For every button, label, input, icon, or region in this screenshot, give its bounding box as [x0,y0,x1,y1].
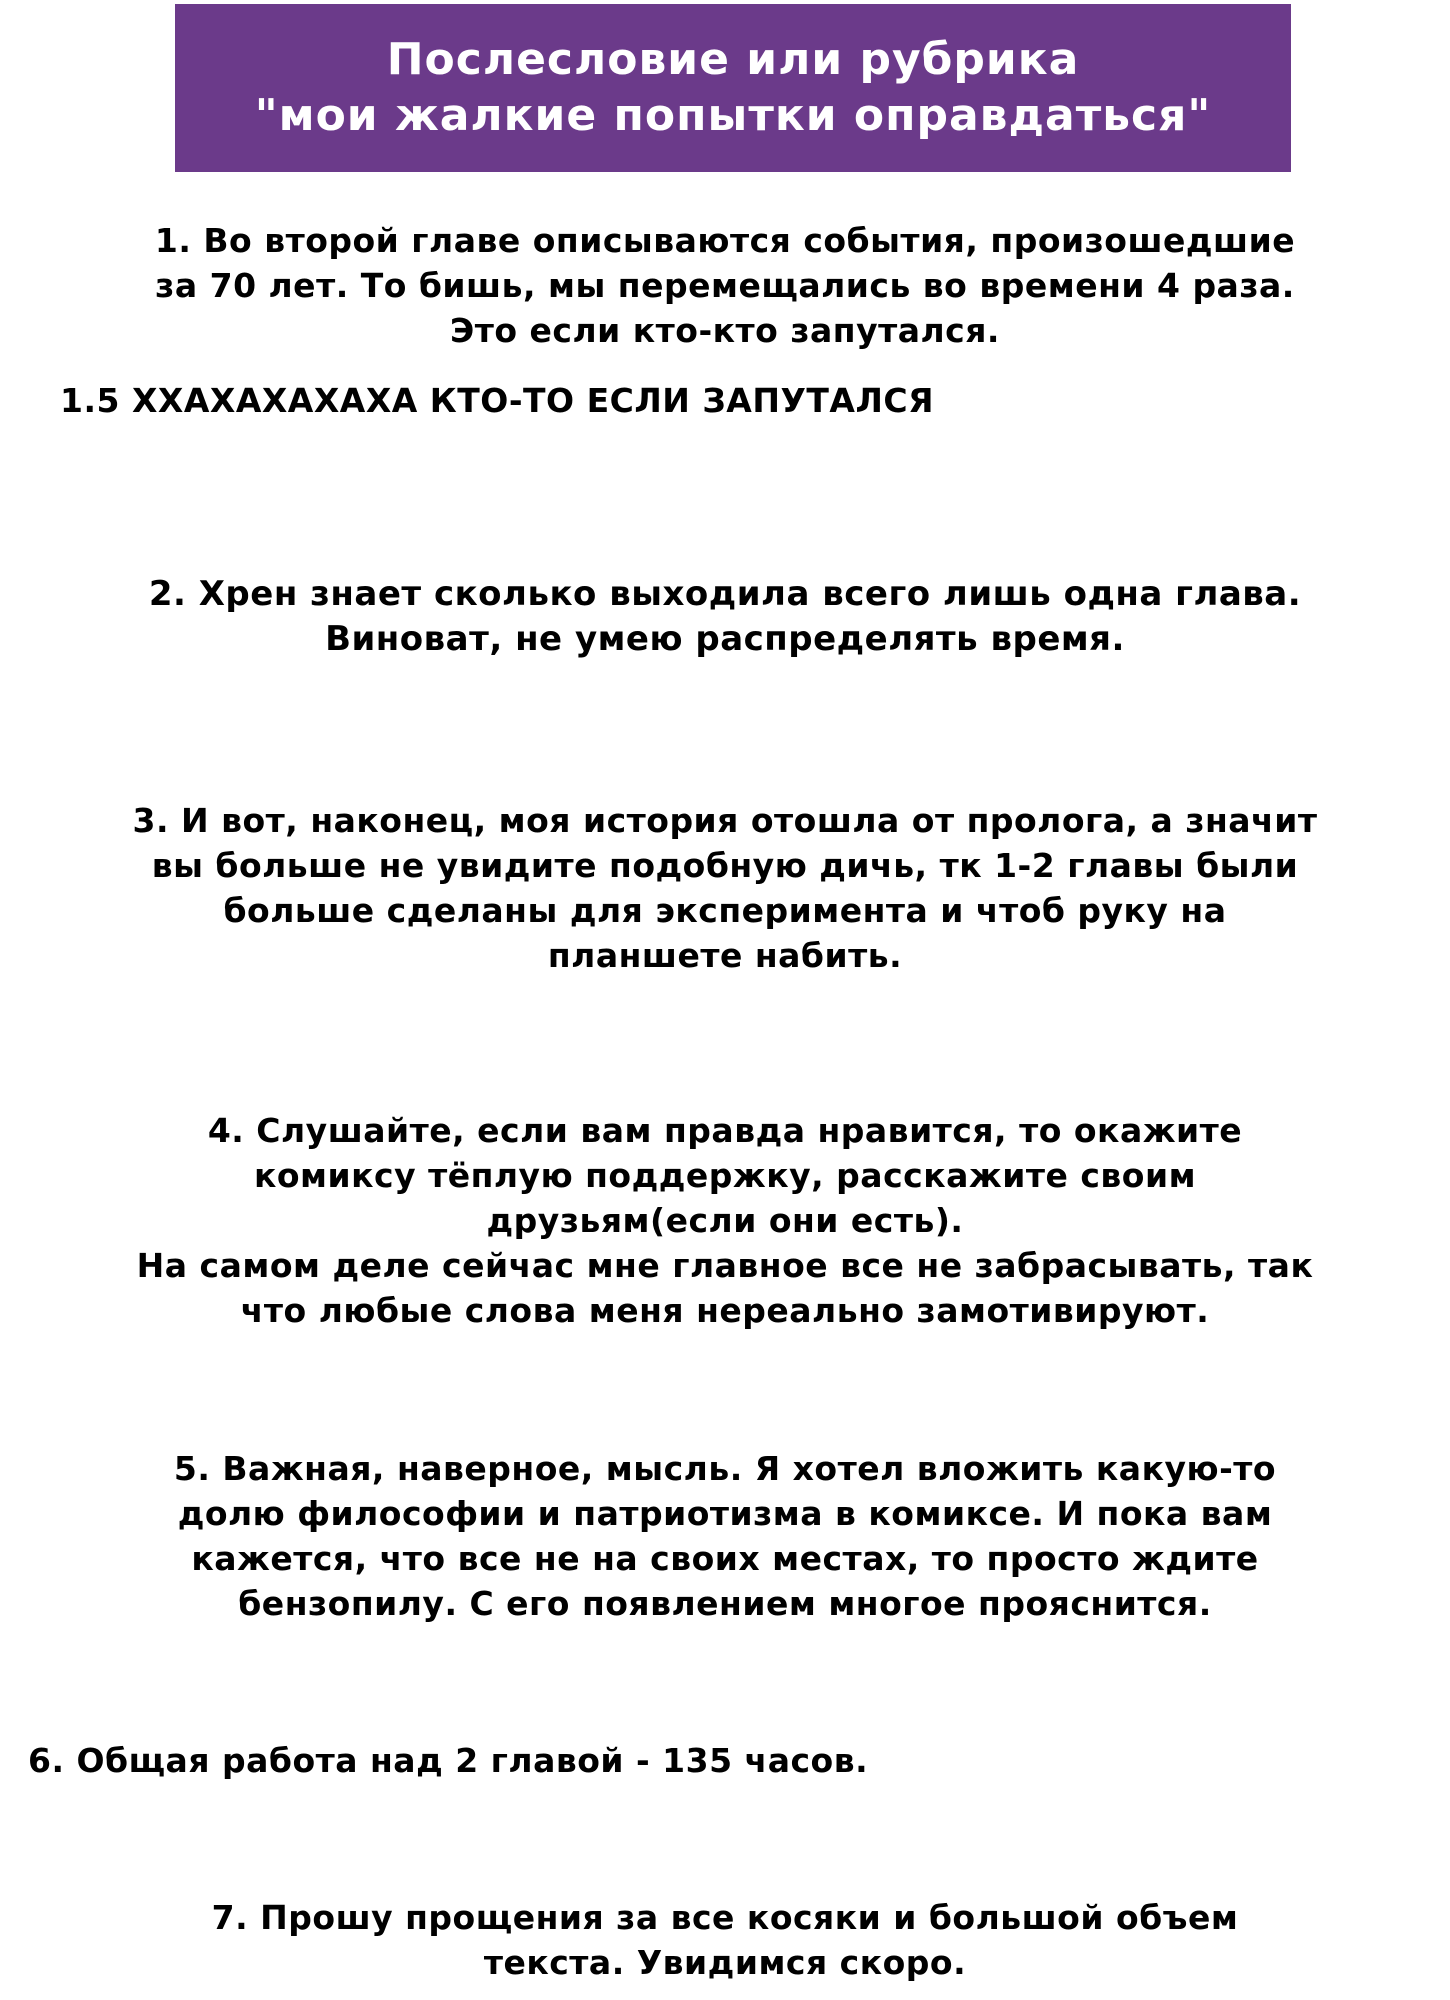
afterword-item-2 [0,572,1450,662]
item-1-line-1: 1. Во второй главе описываются события, произошедшие [154,221,1296,260]
header-title-line-1: Послесловие или рубрика [386,34,1080,85]
item-4-line-2: комиксу тёплую поддержку, расскажите своим [253,1156,1197,1195]
item-7-line-1: 7. Прошу прощения за все косяки и большой объем [211,1898,1239,1937]
item-5-line-2: долю философии и патриотизма в комиксе. И пока вам [177,1494,1273,1533]
item-2-line-1: 2. Хрен знает сколько выходила всего лишь одна глава. [148,574,1302,614]
item-4-line-4: На самом деле сейчас мне главное все не забрасывать, так [136,1246,1314,1285]
item-6-line-1: 6. Общая работа над 2 главой - 135 часов. [28,1741,869,1780]
afterword-item-5 [0,1446,1450,1626]
item-5-line-4: бензопилу. С его появлением многое прояснится. [238,1584,1212,1623]
item-1-5-line-1: 1.5 ХХАХАХАХАХА КТО-ТО ЕСЛИ ЗАПУТАЛСЯ [60,381,934,420]
item-3-line-1: 3. И вот, наконец, моя история отошла от пролога, а значит [132,801,1318,840]
item-5-line-1: 5. Важная, наверное, мысль. Я хотел вложить какую-то [173,1449,1277,1488]
item-1-line-2: за 70 лет. То бишь, мы перемещались во времени 4 раза. [155,266,1295,305]
item-1-line-3: Это если кто-кто запутался. [450,311,1000,350]
item-5-line-3: кажется, что все не на своих местах, то просто ждите [191,1539,1259,1578]
afterword-item-6 [28,1738,868,1783]
afterword-item-1-5 [60,378,934,423]
afterword-item-4 [0,1108,1450,1333]
item-3-line-3: больше сделаны для эксперимента и чтоб руку на [223,891,1227,930]
item-7-line-2: текста. Увидимся скоро. [483,1943,967,1982]
header-banner [175,4,1291,172]
item-4-line-1: 4. Слушайте, если вам правда нравится, то окажите [207,1111,1243,1150]
afterword-item-7 [0,1895,1450,1985]
item-2-line-2: Виноват, не умею распределять время. [325,619,1125,659]
item-4-line-3: друзьям(если они есть). [486,1201,964,1240]
item-3-line-4: планшете набить. [547,936,903,975]
afterword-item-1 [0,218,1450,353]
item-4-line-5: что любые слова меня нереально замотивируют. [240,1291,1210,1330]
afterword-item-3 [0,798,1450,978]
header-title-line-2: "мои жалкие попытки оправдаться" [254,90,1212,141]
item-3-line-2: вы больше не увидите подобную дичь, тк 1-2 главы были [151,846,1299,885]
